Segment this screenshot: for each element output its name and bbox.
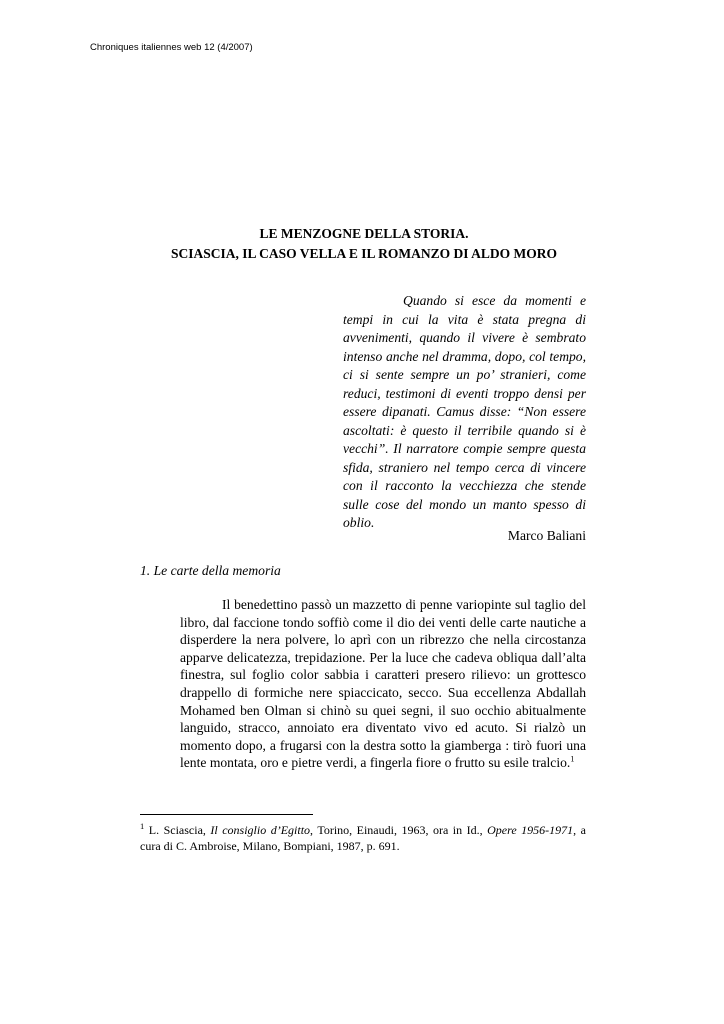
epigraph [343,292,586,533]
footnote-prefix: L. Sciascia, [144,823,211,837]
footnote-suffix: , a cura di C. Ambroise, Milano, Bompiani, 1987, p. 691. [140,823,586,853]
footnote [140,822,586,854]
section-heading: 1. Le carte della memoria [140,563,281,578]
running-header: Chroniques italiennes web 12 (4/2007) [90,42,253,53]
epigraph-text: Quando si esce da momenti e tempi in cui la vita è stata pregna di avvenimenti, quando il vivere è sembrato intenso anche nel dramma, dopo, col tempo, ci si sente sempre un po’ stranieri, come reduci, testimoni di eventi troppo densi per essere dipanati. Camus disse: “Non essere ascoltati: è questo il terribile quando si è vecchi”. Il narratore compie sempre questa sfida, straniero nel tempo cerca di vincere con il racconto la vecchiezza che stende sulle cose del mondo un manto spesso di oblio. [343,293,586,530]
title-line-1: LE MENZOGNE DELLA STORIA. [259,226,469,241]
footnote-separator [140,814,313,815]
footnote-middle: , Torino, Einaudi, 1963, ora in Id., [310,823,488,837]
body-paragraph [180,596,586,772]
footnote-collection-title: Opere 1956-1971 [487,823,574,837]
footnote-ref: 1 [570,753,575,764]
epigraph-author: Marco Baliani [507,528,586,543]
body-paragraph-text: Il benedettino passò un mazzetto di penne variopinte sul taglio del libro, dal faccione tondo soffiò come il dio dei venti delle carte nautiche a disperdere la nera polvere, lo aprì con un ribrezzo che nella circostanza apparve delicatezza, trepidazione. Per la luce che cadeva obliqua dall’alta finestra, sul foglio color sabbia i caratteri presero rilievo: un grottesco drappello di formiche nere spiaccicato, secco. Sua eccellenza Abdallah Mohamed ben Olman si chinò su quei segni, il suo occhio abitualmente languido, stracco, annoiato era diventato vivo ed acuto. Si rialzò un momento dopo, a frugarsi con la destra sotto la giamberga : tirò fuori una lente montata, oro e pietre verdi, a fingerla fiore o frutto su esile tralcio. [180,597,586,771]
title-line-2: SCIASCIA, IL CASO VELLA E IL ROMANZO DI ALDO MORO [170,246,558,261]
footnote-number: 1 [140,821,145,831]
article-title [140,224,588,264]
body-text [180,596,586,772]
footnote-book-title: Il consiglio d’Egitto [210,823,311,837]
